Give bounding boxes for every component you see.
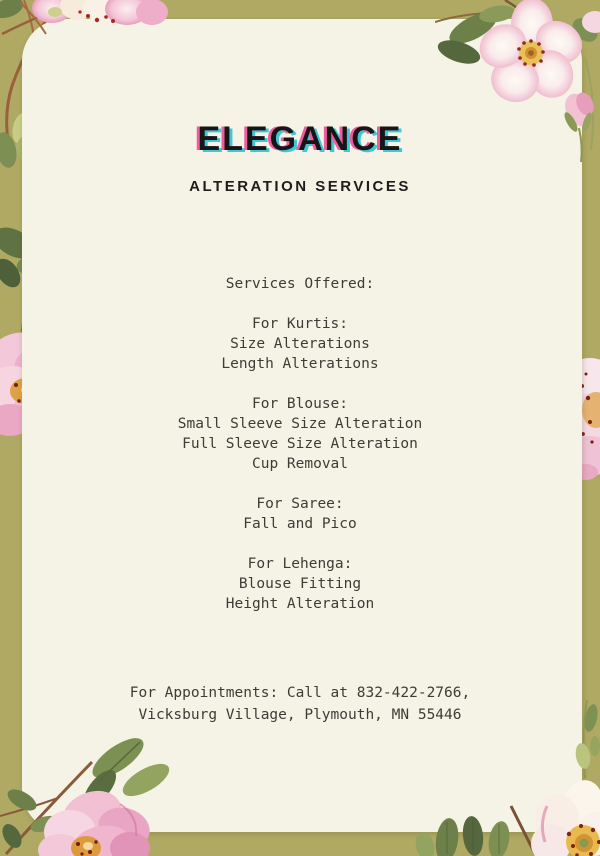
- services-list: [178, 274, 422, 634]
- service-item: Length Alterations: [221, 356, 379, 372]
- section-items: [178, 574, 422, 614]
- brand-title: ELEGANCE: [197, 120, 403, 158]
- service-item: Full Sleeve Size Alteration: [182, 436, 418, 452]
- section-items: [178, 334, 422, 374]
- appointments-footer: [130, 682, 470, 726]
- service-section: [178, 494, 422, 534]
- service-item: Height Alteration: [225, 596, 375, 612]
- section-heading: For Saree:: [256, 496, 344, 512]
- services-heading: Services Offered:: [225, 276, 375, 292]
- brand-subtitle: ALTERATION SERVICES: [189, 178, 411, 195]
- service-section: [178, 554, 422, 614]
- service-section: [178, 394, 422, 474]
- service-item: Cup Removal: [251, 456, 349, 472]
- section-items: [178, 414, 422, 474]
- services-sections: [178, 314, 422, 614]
- section-heading: For Lehenga:: [247, 556, 353, 572]
- service-item: Small Sleeve Size Alteration: [177, 416, 423, 432]
- section-items: [178, 514, 422, 534]
- footer-line-2: Vicksburg Village, Plymouth, MN 55446: [138, 707, 462, 723]
- service-item: Size Alterations: [230, 336, 370, 352]
- service-item: Blouse Fitting: [238, 576, 362, 592]
- service-section: [178, 314, 422, 374]
- service-item: Fall and Pico: [243, 516, 357, 532]
- footer-line-1: For Appointments: Call at 832-422-2766,: [129, 685, 471, 701]
- section-heading: For Blouse:: [251, 396, 349, 412]
- section-heading: For Kurtis:: [251, 316, 349, 332]
